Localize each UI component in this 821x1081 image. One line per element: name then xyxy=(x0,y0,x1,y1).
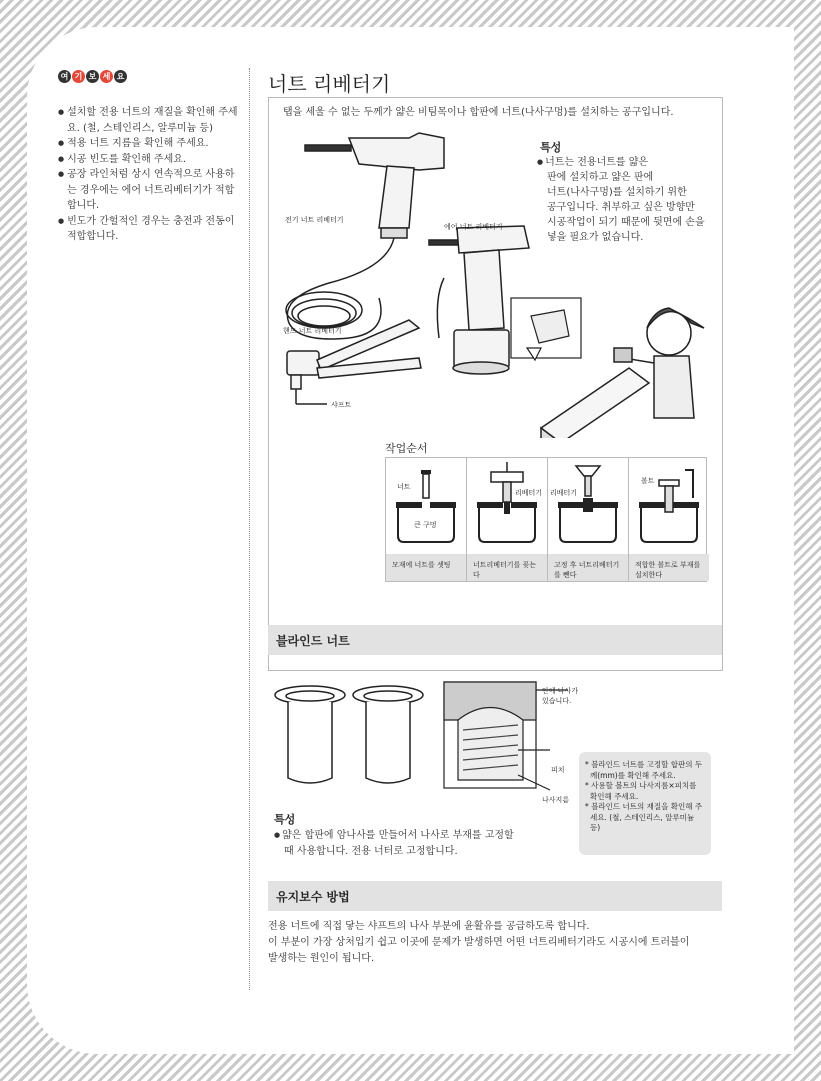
air-riveter-label: 에어 너트 리베터기 xyxy=(444,223,503,231)
column-divider xyxy=(249,68,250,990)
note-item: * 블라인드 너트를 고정할 합판의 두께(mm)를 확인해 주세요. xyxy=(585,760,703,780)
badge-2: 기 xyxy=(72,70,85,83)
maintenance-header: 유지보수 방법 xyxy=(268,881,722,911)
steps-title: 작업순서 xyxy=(385,442,428,455)
sidebar xyxy=(58,70,243,245)
note-item: * 블라인드 너트의 재질을 확인해 주세요. (철, 스테인리스, 알루미늄 등) xyxy=(585,802,703,832)
rivet-intro: 탭을 세울 수 없는 두께가 얇은 비팀목이나 합판에 너트(나사구멍)를 설치하는 공구입니다. xyxy=(283,107,674,118)
steps-table xyxy=(385,457,707,582)
tip-item: ● 공장 라인처럼 상시 연속적으로 사용하는 경우에는 에어 너트리베터기가 적합합니다. xyxy=(58,167,243,214)
rivet-feature-text xyxy=(537,155,717,245)
inner-thread-label: 안에 나사가 있습니다. xyxy=(542,687,579,705)
step-3-picture xyxy=(548,458,628,554)
step-4 xyxy=(629,458,709,581)
thread-diameter-label: 나사지름 xyxy=(542,796,570,804)
step-1-nut-label: 너트 xyxy=(397,483,411,491)
blind-nut-illustration xyxy=(268,680,588,810)
feature-line: ● 얇은 합판에 암나사를 만들어서 나사로 부재를 고정할 xyxy=(274,830,514,841)
badge-5: 요 xyxy=(114,70,127,83)
step-3-riveter-label: 리베터기 xyxy=(550,489,578,497)
blind-feature-title: 특성 xyxy=(274,813,296,826)
step-4-bolt-label: 볼트 xyxy=(641,477,655,485)
hand-riveter-label: 핸드 너트 리베터기 xyxy=(283,327,342,335)
step-2-riveter-label: 리베터기 xyxy=(515,489,543,497)
feature-line: 공구입니다. 취부하고 싶은 방향만 xyxy=(547,202,695,213)
step-2-diagram xyxy=(467,458,547,550)
tip-item: ● 설치할 전용 너트의 재질을 확인해 주세요. (철, 스테인리스, 알루미늄 등) xyxy=(58,105,243,136)
rivet-tools-illustration xyxy=(269,98,722,438)
blind-nut-header: 블라인드 너트 xyxy=(268,625,722,655)
step-1-hole-label: 큰 구멍 xyxy=(414,521,437,529)
blind-nut-note-box xyxy=(579,752,711,855)
shaft-label: 샤프트 xyxy=(331,401,352,409)
step-1 xyxy=(386,458,467,581)
step-4-caption: 적합한 볼트로 부재를 설치한다 xyxy=(629,554,709,581)
tip-item: ● 적용 너트 지름을 확인해 주세요. xyxy=(58,136,243,152)
pitch-label: 피치 xyxy=(551,766,565,774)
blind-feature-text xyxy=(274,827,544,860)
step-3 xyxy=(548,458,629,581)
electric-riveter-label: 전기 너트 리베터기 xyxy=(285,216,344,224)
main-content xyxy=(268,68,723,964)
tip-item: ● 시공 빈도를 확인해 주세요. xyxy=(58,152,243,168)
blind-nut-drawing-1 xyxy=(275,686,345,783)
feature-line: 시공작업이 되기 때문에 뒷면에 손을 xyxy=(547,217,705,228)
step-2-caption: 너트리베터기를 꽂는다 xyxy=(467,554,547,581)
step-4-diagram xyxy=(629,458,709,550)
step-3-diagram xyxy=(548,458,628,550)
rivet-feature-title: 특성 xyxy=(540,141,562,154)
detail-inset-drawing xyxy=(511,298,581,360)
tips-list xyxy=(58,105,243,245)
maintenance-line: 이 부분이 가장 상처입기 쉽고 이곳에 문제가 발생하면 어떤 너트리베터기라도 시공시에 트러블이 xyxy=(268,937,690,948)
maintenance-text xyxy=(268,919,723,967)
step-3-caption: 고정 후 너트리베터기를 뺀다 xyxy=(548,554,628,581)
step-1-picture xyxy=(386,458,466,554)
step-4-picture xyxy=(629,458,709,554)
feature-line: 때 사용합니다. 전용 너터로 고정합니다. xyxy=(284,846,458,857)
blind-nut-drawing-2 xyxy=(353,686,423,783)
step-1-caption: 모재에 너트를 셋팅 xyxy=(386,554,466,581)
badge-1: 여 xyxy=(58,70,71,83)
page-title: 너트 리베터기 xyxy=(268,72,391,96)
rivet-info-box xyxy=(268,97,723,671)
step-2 xyxy=(467,458,548,581)
badge-3: 보 xyxy=(86,70,99,83)
feature-line: 넣을 필요가 없습니다. xyxy=(547,232,644,243)
note-item: * 사용할 볼트의 나사지름×피치를 확인해 주세요. xyxy=(585,781,697,801)
tip-item: ● 빈도가 간헐적인 경우는 충전과 전동이 적합합니다. xyxy=(58,214,243,245)
maintenance-line: 발생하는 원인이 됩니다. xyxy=(268,953,375,964)
maintenance-line: 전용 너트에 직접 닿는 샤프트의 나사 부분에 윤활유를 공급하도록 합니다. xyxy=(268,921,590,932)
sidebar-badge-row xyxy=(58,70,243,83)
feature-line: 판에 설치하고 얇은 판에 xyxy=(547,172,654,183)
feature-line: 너트(나사구멍)를 설치하기 위한 xyxy=(547,187,687,198)
step-2-picture xyxy=(467,458,547,554)
step-1-diagram xyxy=(386,458,466,550)
feature-line: ● 너트는 전용너트를 얇은 xyxy=(537,157,649,168)
electric-riveter-drawing xyxy=(286,133,444,339)
badge-4: 세 xyxy=(100,70,113,83)
